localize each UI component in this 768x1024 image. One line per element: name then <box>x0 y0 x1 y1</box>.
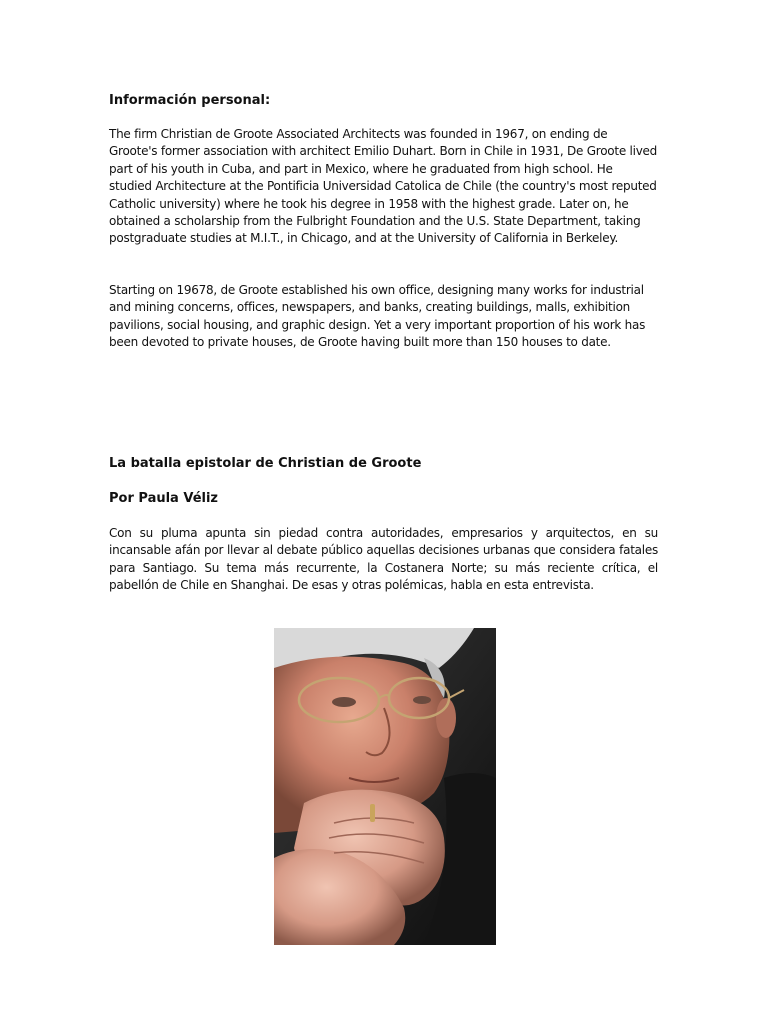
article-title: La batalla epistolar de Christian de Groote <box>109 456 422 471</box>
article-lead-paragraph: Con su pluma apunta sin piedad contra autoridades, empresarios y arquitectos, en su incansable afán por llevar al debate público aquellas decisiones urbanas que considera fatales para Santiago. Su tema más recurrente, la Costanera Norte; su más reciente crítica, el pabellón de Chile en Shanghai. De esas y otras polémicas, habla en esta entrevista. <box>109 526 658 593</box>
portrait-photo <box>274 628 496 945</box>
paragraph-own-office: Starting on 19678, de Groote established his own office, designing many works for industrial and mining concerns, offices, newspapers, and banks, creating buildings, malls, exhibition pavilions, social housing, and graphic design. Yet a very important proportion of his work has been devoted to private houses, de Groote having built more than 150 houses to date. <box>109 283 646 350</box>
article-byline: Por Paula Véliz <box>109 491 219 506</box>
paragraph-firm-history: The firm Christian de Groote Associated Architects was founded in 1967, on ending de Groote's former association with architect Emilio Duhart. Born in Chile in 1931, De Groote lived part of his youth in Cuba, and part in Mexico, where he graduated from high school. He studied Architecture at the Pontificia Universidad Catolica de Chile (the country's most reputed Catholic university) where he took his degree in 1958 with the highest grade. Later on, he obtained a scholarship from the Fulbright Foundation and the U.S. State Department, taking postgraduate studies at M.I.T., in Chicago, and at the University of California in Berkeley. <box>109 127 658 246</box>
section-heading-personal-info: Información personal: <box>109 93 271 108</box>
